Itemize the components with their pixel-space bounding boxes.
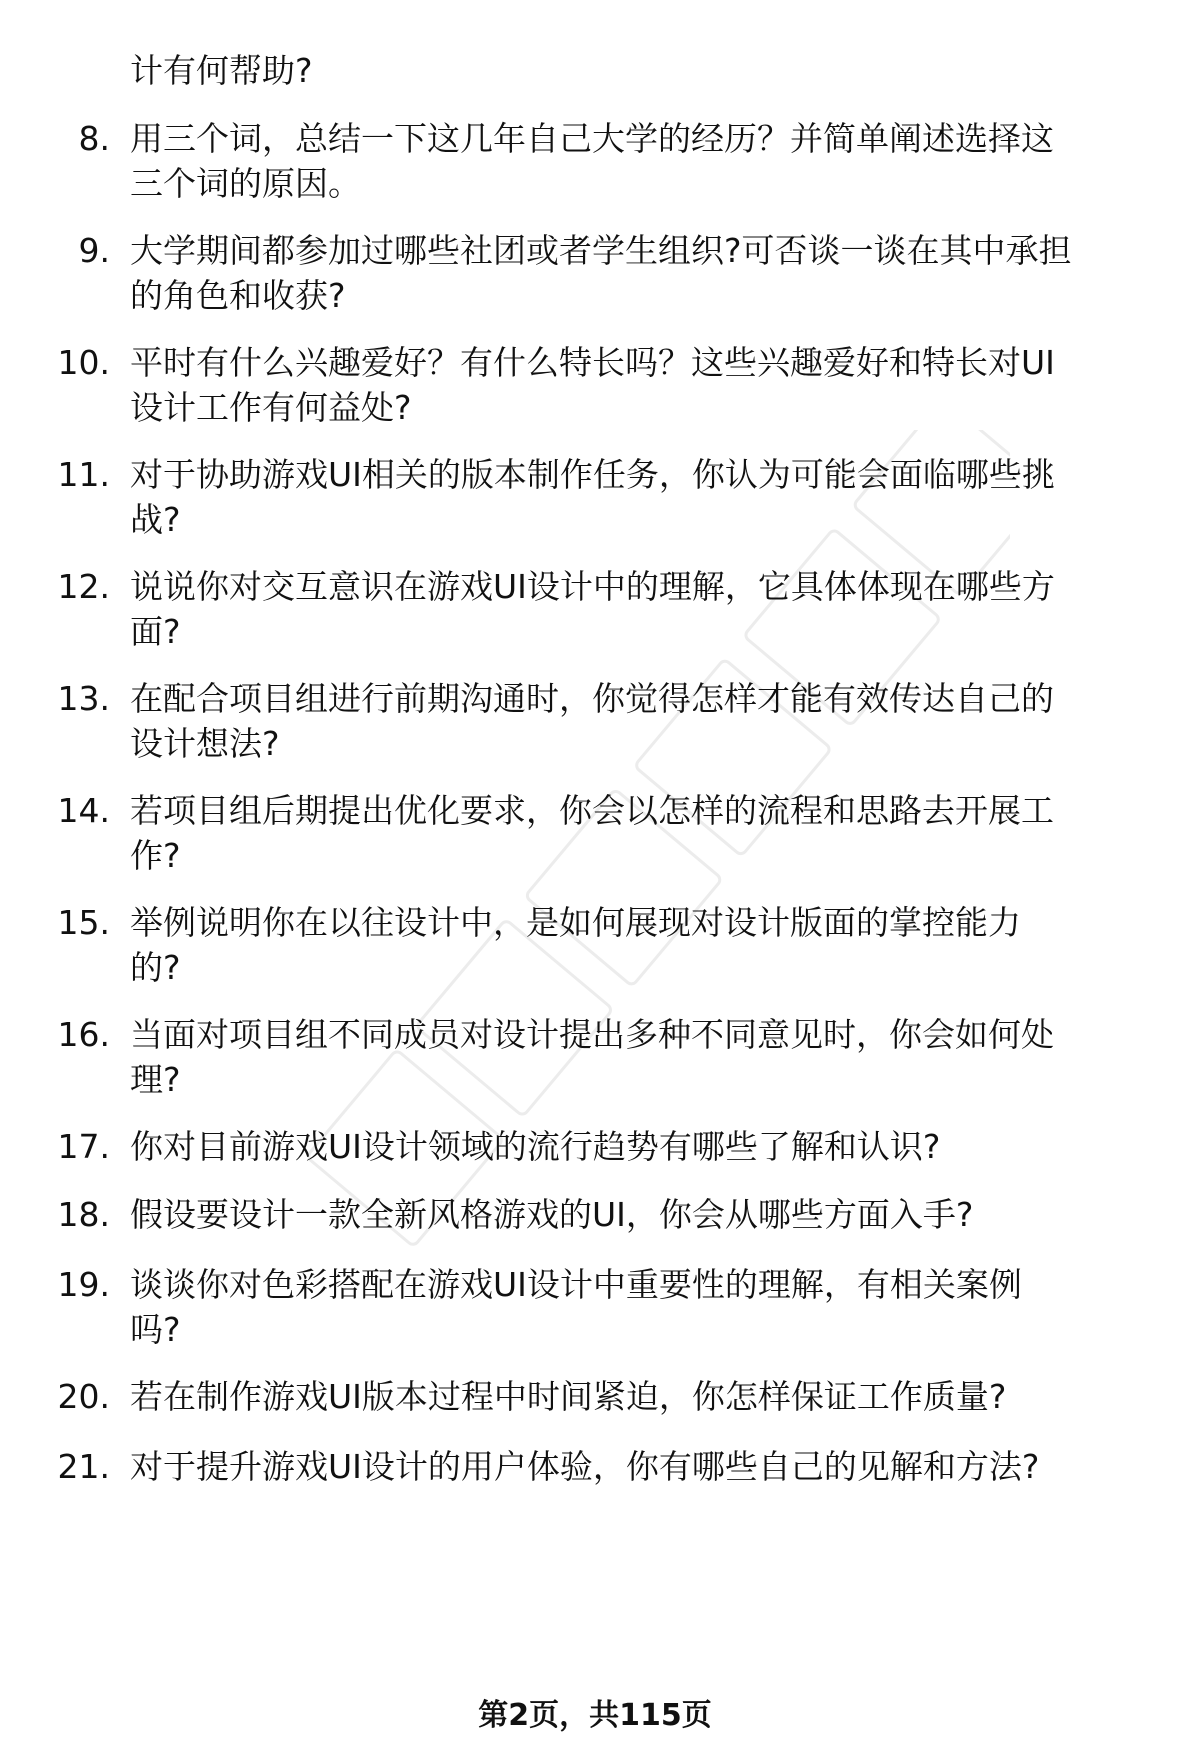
question-text: 在配合项目组进行前期沟通时，你觉得怎样才能有效传达自己的 设计想法?	[130, 679, 1054, 763]
question-text: 你对目前游戏UI设计领域的流行趋势有哪些了解和认识?	[130, 1127, 941, 1166]
question-number: 20.	[57, 1377, 110, 1416]
question-text: 若在制作游戏UI版本过程中时间紧迫，你怎样保证工作质量?	[130, 1377, 1007, 1416]
question-text: 说说你对交互意识在游戏UI设计中的理解，它具体体现在哪些方 面?	[130, 567, 1055, 651]
question-text: 用三个词，总结一下这几年自己大学的经历？并简单阐述选择这 三个词的原因。	[130, 119, 1054, 203]
question-text: 若项目组后期提出优化要求，你会以怎样的流程和思路去开展工 作?	[130, 791, 1054, 875]
question-number: 15.	[57, 903, 110, 942]
question-number: 17.	[57, 1127, 110, 1166]
question-text: 平时有什么兴趣爱好？有什么特长吗？这些兴趣爱好和特长对UI 设计工作有何益处?	[130, 343, 1055, 427]
question-text: 举例说明你在以往设计中，是如何展现对设计版面的掌控能力 的?	[130, 903, 1021, 987]
question-number: 11.	[57, 455, 110, 494]
question-number: 13.	[57, 679, 110, 718]
question-text: 谈谈你对色彩搭配在游戏UI设计中重要性的理解，有相关案例 吗?	[130, 1265, 1022, 1349]
question-text: 当面对项目组不同成员对设计提出多种不同意见时，你会如何处 理?	[130, 1015, 1054, 1099]
question-number: 14.	[57, 791, 110, 830]
question-number: 21.	[57, 1447, 110, 1486]
question-text: 大学期间都参加过哪些社团或者学生组织?可否谈一谈在其中承担 的角色和收获?	[130, 231, 1072, 315]
question-number: 8.	[78, 119, 110, 158]
question-text: 对于提升游戏UI设计的用户体验，你有哪些自己的见解和方法?	[130, 1447, 1040, 1486]
question-number: 19.	[57, 1265, 110, 1304]
question-number: 12.	[57, 567, 110, 606]
question-number: 16.	[57, 1015, 110, 1054]
question-number: 9.	[78, 231, 110, 270]
question-continuation: 计有何帮助?	[130, 51, 313, 90]
question-text: 对于协助游戏UI相关的版本制作任务，你认为可能会面临哪些挑 战?	[130, 455, 1055, 539]
question-number: 18.	[57, 1195, 110, 1234]
page-footer: 第2页，共115页	[478, 1698, 712, 1733]
question-text: 假设要设计一款全新风格游戏的UI，你会从哪些方面入手?	[130, 1195, 974, 1234]
question-number: 10.	[57, 343, 110, 382]
